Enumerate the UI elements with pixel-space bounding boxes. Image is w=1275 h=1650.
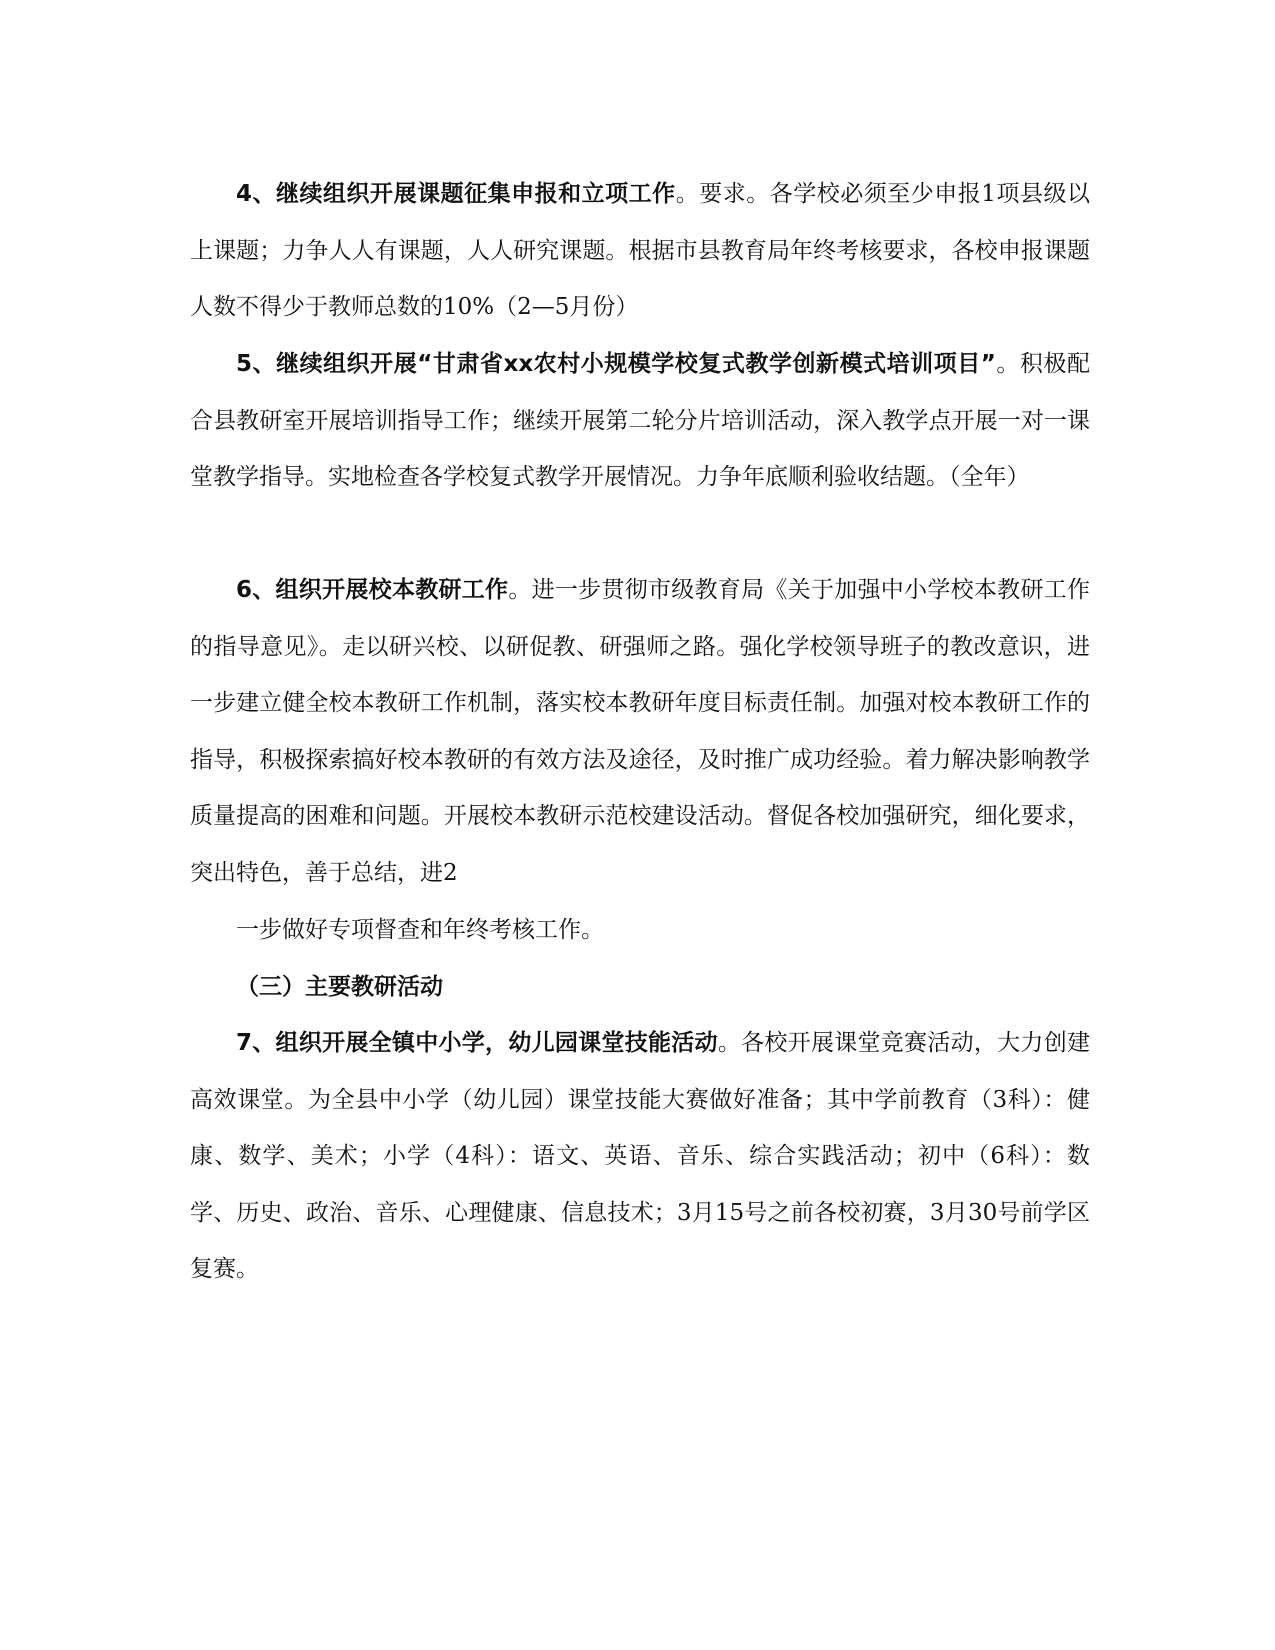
item-6-continued-body: 一步做好专项督查和年终考核工作。 [236, 917, 604, 943]
paragraph-item-4 [190, 166, 1090, 336]
paragraph-item-6-continued [190, 902, 1090, 959]
paragraph-item-6 [190, 562, 1090, 901]
item-4-heading: 4、继续组织开展课题征集申报和立项工作 [236, 181, 676, 207]
item-6-heading: 6、组织开展校本教研工作 [236, 577, 509, 603]
item-5-body: 。积极配合县教研室开展培训指导工作；继续开展第二轮分片培训活动，深入教学点开展一对一课堂教学指导。实地检查各学校复式教学开展情况。力争年底顺利验收结题。（全年） [190, 351, 1090, 490]
section-heading-3 [190, 959, 1090, 1016]
paragraph-item-7 [190, 1015, 1090, 1298]
paragraph-item-5 [190, 336, 1090, 506]
item-7-heading: 7、组织开展全镇中小学，幼儿园课堂技能活动 [236, 1030, 718, 1056]
item-6-body: 。进一步贯彻市级教育局《关于加强中小学校本教研工作的指导意见》。走以研兴校、以研促教、研强师之路。强化学校领导班子的教改意识，进一步建立健全校本教研工作机制，落实校本教研年度目标责任制。加强对校本教研工作的指导，积极探索搞好校本教研的有效方法及途径，及时推广成功经验。着力解决影响教学质量提高的困难和问题。开展校本教研示范校建设活动。督促各校加强研究，细化要求，突出特色，善于总结，进2 [190, 577, 1090, 886]
item-7-body: 。各校开展课堂竞赛活动，大力创建高效课堂。为全县中小学（幼儿园）课堂技能大赛做好准备；其中学前教育（3科）：健康、数学、美术；小学（4科）：语文、英语、音乐、综合实践活动；初中（6科）：数学、历史、政治、音乐、心理健康、信息技术；3月15号之前各校初赛，3月30号前学区复赛。 [190, 1030, 1090, 1282]
section-heading-text: （三）主要教研活动 [236, 974, 443, 1000]
item-4-body: 。要求。各学校必须至少申报1项县级以上课题；力争人人有课题，人人研究课题。根据市县教育局年终考核要求，各校申报课题人数不得少于教师总数的10%（2—5月份） [190, 181, 1090, 320]
item-5-heading: 5、继续组织开展“甘肃省xx农村小规模学校复式教学创新模式培训项目” [236, 351, 996, 377]
